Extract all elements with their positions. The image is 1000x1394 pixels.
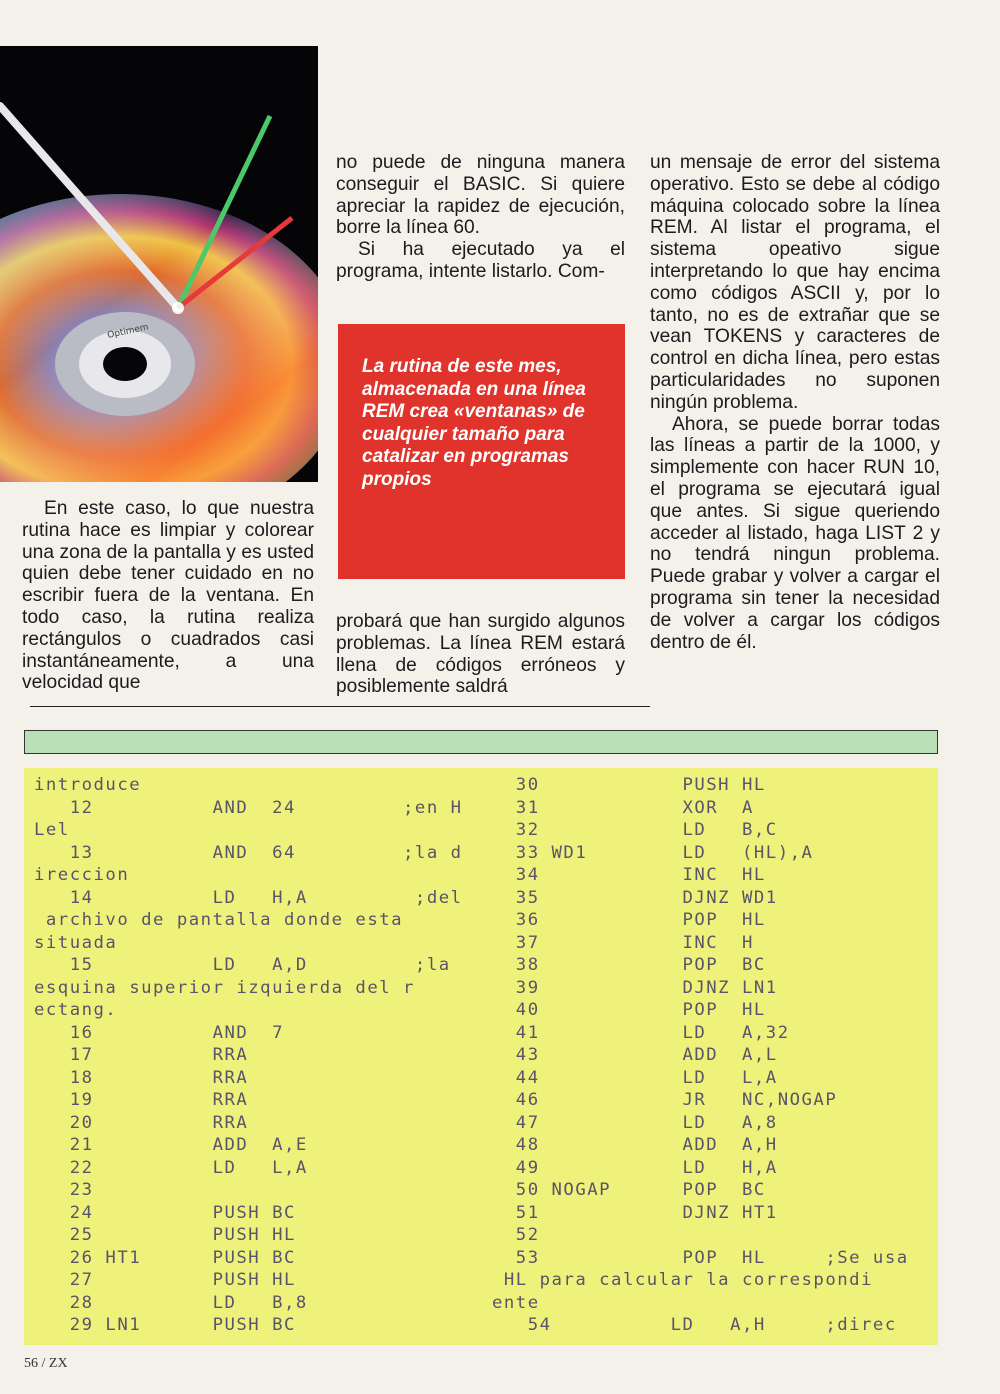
code-line: 19 RRA: [34, 1090, 249, 1110]
code-line: 53 POP HL ;Se usa: [492, 1247, 909, 1268]
disc-hole: [103, 347, 147, 381]
listing-header-bar: [24, 730, 938, 754]
code-line: 20 RRA: [34, 1112, 249, 1133]
article-paragraph: un mensaje de error del sistema operativo. Esto se debe al código máquina colocado sobre la línea REM. Al listar el programa, el sistema opeativo sigue interpretando lo que hay encima como códigos ASCII y, por lo tanto, no es de extrañar que se vean TOKENS y caracteres de control en dicha línea, pero estas particularidades no suponen ningún problema.: [650, 152, 940, 413]
code-line: 49 LD H,A: [492, 1157, 778, 1178]
code-line: 29 LN1 PUSH BC: [34, 1315, 296, 1335]
cd-illustration: [0, 46, 318, 482]
code-line: 36 POP HL: [492, 910, 766, 930]
code-line: introduce: [34, 775, 142, 795]
code-line: 24 PUSH BC: [34, 1202, 296, 1223]
code-line: ireccion: [34, 865, 130, 885]
code-line: 15 LD A,D ;la: [34, 955, 451, 975]
code-line: esquina superior izquierda del r: [34, 977, 415, 998]
code-line: situada: [34, 932, 118, 953]
code-line: 51 DJNZ HT1: [492, 1202, 778, 1223]
code-line: 22 LD L,A: [34, 1157, 308, 1178]
code-line: 52: [492, 1225, 540, 1245]
article-paragraph: probará que han surgido algunos problemas. La línea REM estará llena de códigos erróneos y posiblemente saldrá: [336, 611, 625, 698]
code-line: 43 ADD A,L: [492, 1045, 778, 1065]
code-listing: [24, 768, 938, 1345]
cd-photo: [0, 46, 318, 482]
code-line: 26 HT1 PUSH BC: [34, 1247, 296, 1268]
code-line: 48 ADD A,H: [492, 1135, 778, 1155]
divider-rule: [30, 706, 650, 707]
page-folio: 56 / ZX: [24, 1356, 68, 1371]
article-column-2: [336, 152, 625, 283]
article-paragraph: Si ha ejecutado ya el programa, intente listarlo. Com-: [336, 239, 625, 282]
code-line: 21 ADD A,E: [34, 1135, 308, 1155]
code-column-right: [492, 774, 909, 1337]
code-line: 13 AND 64 ;la d: [34, 842, 463, 863]
callout-box: [338, 324, 625, 579]
code-line: 54 LD A,H ;direc: [492, 1315, 897, 1335]
code-line: 35 DJNZ WD1: [492, 887, 778, 908]
code-line: 31 XOR A: [492, 797, 754, 818]
code-line: 34 INC HL: [492, 865, 766, 885]
article-column-3: [650, 152, 940, 653]
code-line: 32 LD B,C: [492, 820, 778, 840]
code-line: 47 LD A,8: [492, 1112, 778, 1133]
code-line: 17 RRA: [34, 1045, 249, 1065]
article-column-2-continued: [336, 611, 625, 698]
article-column-1: [22, 498, 314, 694]
code-line: 40 POP HL: [492, 1000, 766, 1020]
code-line: ectang.: [34, 1000, 118, 1020]
code-line: 39 DJNZ LN1: [492, 977, 778, 998]
code-line: ente: [492, 1292, 540, 1313]
code-line: 37 INC H: [492, 932, 754, 953]
code-line: HL para calcular la correspondi: [492, 1270, 873, 1290]
article-paragraph: no puede de ninguna manera conseguir el BASIC. Si quiere apreciar la rapidez de ejecución, borre la línea 60.: [336, 152, 625, 239]
code-column-left: [34, 774, 463, 1337]
code-line: 38 POP BC: [492, 955, 766, 975]
disc-label: Optimem: [106, 322, 150, 341]
callout-text: La rutina de este mes, almacenada en una línea REM crea «ventanas» de cualquier tamaño para catalizar en programas propios: [362, 356, 586, 490]
code-line: 27 PUSH HL: [34, 1270, 296, 1290]
code-line: 14 LD H,A ;del: [34, 887, 463, 908]
code-line: 25 PUSH HL: [34, 1225, 296, 1245]
article-paragraph: Ahora, se puede borrar todas las líneas a partir de la 1000, y simplemente con hacer RUN 10, el programa se ejecutará igual que antes. Si sigue queriendo acceder al listado, haga LIST 2 y no tendrá ningun problema. Puede grabar y volver a cargar el programa sin tener la necesidad de volver a cargar los códigos dentro de él.: [650, 413, 940, 653]
code-line: 12 AND 24 ;en H: [34, 797, 463, 818]
article-paragraph: En este caso, lo que nuestra rutina hace es limpiar y colorear una zona de la pantalla y es usted quien debe tener cuidado en no escribir fuera de la ventana. En todo caso, la rutina realiza rectángulos o cuadrados casi instantáneamente, a una velocidad que: [22, 498, 314, 694]
code-line: 46 JR NC,NOGAP: [492, 1090, 838, 1110]
code-line: archivo de pantalla donde esta: [34, 910, 404, 930]
code-line: 16 AND 7: [34, 1022, 284, 1043]
code-line: 44 LD L,A: [492, 1067, 778, 1088]
code-line: 50 NOGAP POP BC: [492, 1180, 766, 1200]
code-line: 41 LD A,32: [492, 1022, 790, 1043]
code-line: Lel: [34, 820, 70, 840]
code-line: 18 RRA: [34, 1067, 249, 1088]
code-line: 30 PUSH HL: [492, 775, 766, 795]
code-line: 28 LD B,8: [34, 1292, 308, 1313]
code-line: 33 WD1 LD (HL),A: [492, 842, 814, 863]
code-line: 23: [34, 1180, 94, 1200]
